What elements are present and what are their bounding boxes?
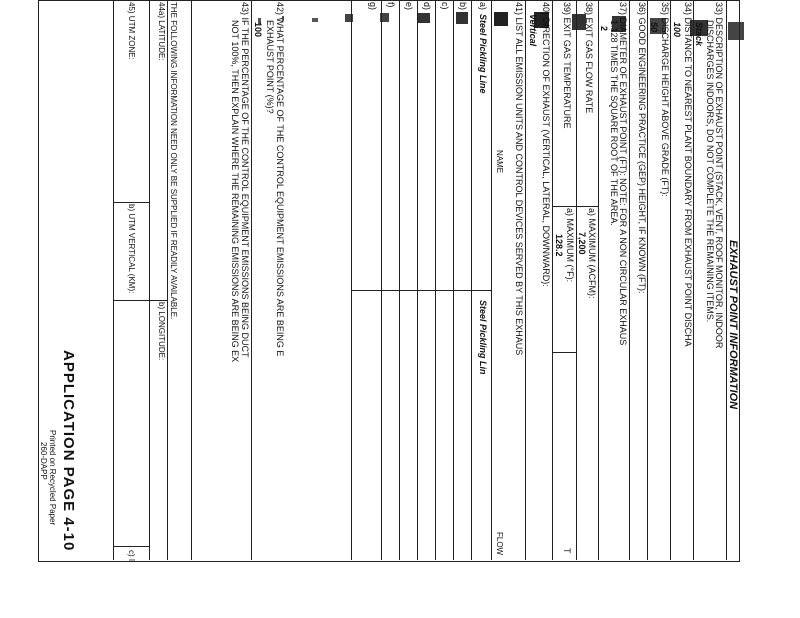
- utm-c-label: c) I: [127, 550, 136, 562]
- q38-divider: [577, 206, 599, 207]
- footer-line-2: 260-DAPP: [39, 442, 48, 480]
- optional-header: THE FOLLOWING INFORMATION NEED ONLY BE SUPPLIED IF READILY AVAILABLE.: [169, 2, 178, 320]
- q39-divider: [553, 206, 577, 207]
- q35-label: 35) DISCHARGE HEIGHT ABOVE GRADE (FT):: [660, 2, 670, 197]
- optional-header-rule: [167, 0, 168, 560]
- q40-label: 40) DIRECTION OF EXHAUST (VERTICAL, LATERAL, DOWNWARD):: [541, 2, 551, 287]
- q38-max-label: a) MAXIMUM (ACFM):: [587, 208, 597, 299]
- footer-title: APPLICATION PAGE 4-10: [60, 350, 77, 552]
- row-rule: [435, 0, 436, 560]
- row-letter: g): [368, 2, 378, 11]
- q36-label: 36) GOOD ENGINEERING PRACTICE (GEP) HEIGHT, IF KNOWN (FT):: [637, 2, 647, 294]
- utm-vertical-label: b) UTM VERTICAL (KM):: [127, 204, 136, 294]
- row-letter: f): [386, 2, 396, 8]
- q43-label: 43) IF THE PERCENTAGE OF THE CONTROL EQUIPMENT EMISSIONS BEING DUCT: [240, 2, 250, 358]
- q37-note: 1.128 TIMES THE SQUARE ROOT OF THE AREA.: [609, 20, 619, 226]
- q33-label: 33) DESCRIPTION OF EXHAUST POINT (STACK, VENT, ROOF MONITOR, INDOOR: [714, 2, 724, 349]
- row-letter: b): [458, 2, 468, 11]
- q38-label: 38) EXIT GAS FLOW RATE: [584, 2, 594, 114]
- q39-divider-2: [553, 352, 577, 353]
- row-flow-name: Steel Pickling Lin: [478, 300, 488, 375]
- utm-divider: [114, 202, 150, 203]
- q42-note: EXHAUST POINT (%)?: [265, 20, 275, 114]
- q40-rule: [525, 0, 526, 560]
- optional-divider: [114, 300, 168, 301]
- row-letter: e): [404, 2, 414, 11]
- row-rule: [453, 0, 454, 560]
- q43-note: NOT 100%, THEN EXPLAIN WHERE THE REMAINING EMISSIONS ARE BEING EX: [230, 20, 240, 363]
- latitude-label: 44a) LATITUDE:: [157, 2, 166, 61]
- q33-rule: [693, 0, 694, 560]
- q34-label: 34) DISTANCE TO NEAREST PLANT BOUNDARY FROM EXHAUST POINT DISCHA: [683, 2, 693, 347]
- q42-label: 42) WHAT PERCENTAGE OF THE CONTROL EQUIPMENT EMISSIONS ARE BEING E: [275, 2, 285, 357]
- form-frame: [38, 0, 740, 562]
- q39-max-label: a) MAXIMUM (°F):: [565, 208, 575, 283]
- optional-bottom-rule: [113, 0, 114, 560]
- q37-label: 37) DIAMETER OF EXHAUST POINT (FT): NOTE: FOR A NON CIRCULAR EXHAUS: [618, 2, 628, 346]
- q43-rule: [191, 0, 192, 560]
- q33-note: DISCHARGES INDOORS, DO NOT COMPLETE THE REMAINING ITEMS.: [705, 20, 715, 323]
- row-rule: [399, 0, 400, 560]
- q35-answer: 50: [649, 22, 659, 33]
- q34-rule: [670, 0, 671, 560]
- row-letter: d): [422, 2, 432, 11]
- row-name: Steel Pickling Line: [478, 14, 488, 94]
- row-letter: a): [478, 2, 488, 11]
- utm-zone-label: 45) UTM ZONE:: [127, 2, 136, 60]
- q42-answer: 100: [253, 22, 263, 38]
- q37-answer: 2: [599, 26, 609, 32]
- q40-answer: Vertical: [528, 14, 538, 47]
- q35-rule: [647, 0, 648, 560]
- q39-cut-letter: T: [562, 548, 572, 554]
- q37-rule: [598, 0, 599, 560]
- row-rule: [351, 0, 352, 560]
- longitude-label: b) LONGITUDE:: [157, 302, 166, 361]
- q42-rule: [251, 0, 252, 560]
- q41-header-rule: [491, 0, 492, 560]
- q39-label: 39) EXIT GAS TEMPERATURE: [562, 2, 572, 129]
- q39-max-value: 128.2: [554, 234, 564, 257]
- footer-line-1: Printed on Recycled Paper: [48, 430, 57, 526]
- q36-rule: [629, 0, 630, 560]
- q34-answer: 100: [672, 22, 682, 38]
- q38-max-value: 7,200: [577, 232, 587, 255]
- q38-rule: [576, 0, 577, 560]
- q39-rule: [552, 0, 553, 560]
- section-title: EXHAUST POINT INFORMATION: [727, 240, 739, 410]
- row-rule: [381, 0, 382, 560]
- q41-col-flow: FLOW: [495, 532, 504, 556]
- optional-row-rule: [149, 0, 150, 560]
- row-rule: [417, 0, 418, 560]
- q41-label: 41) LIST ALL EMISSION UNITS AND CONTROL DEVICES SERVED BY THIS EXHAUS: [514, 2, 524, 356]
- q41-col-name: NAME: [495, 150, 504, 174]
- q33-answer: Stack: [694, 22, 704, 47]
- row-letter: c): [440, 2, 450, 10]
- utm-divider-2: [114, 546, 150, 547]
- row-rule: [471, 0, 472, 560]
